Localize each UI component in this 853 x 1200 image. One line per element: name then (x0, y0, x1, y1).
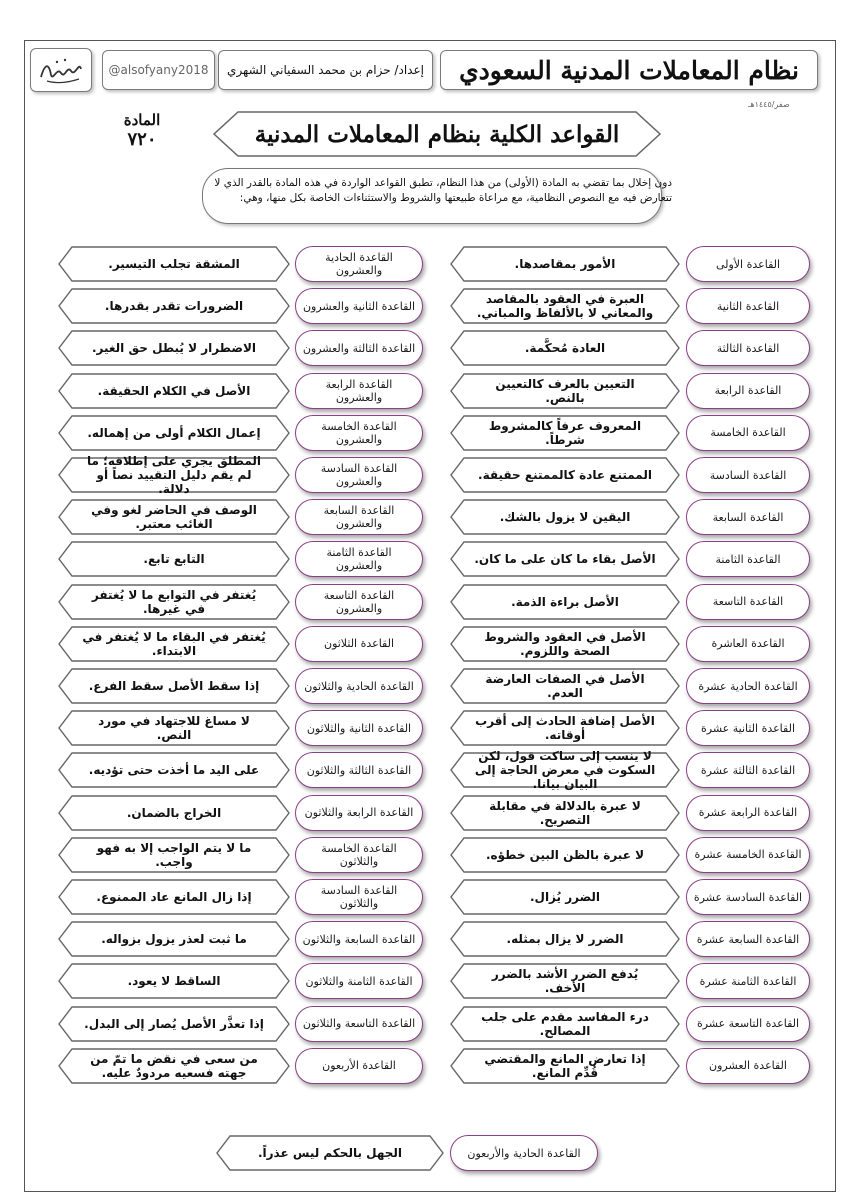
rule-box (58, 752, 290, 788)
rule-text: الأمور بمقاصدها. (514, 257, 616, 271)
rule-text: الساقط لا يعود. (127, 974, 221, 989)
social-handle (102, 50, 215, 90)
rule-text: الجهل بالحكم ليس عذراً. (257, 1146, 403, 1160)
signature-logo (30, 48, 92, 92)
rule-text: الأصل في الصفات العارضة العدم. (485, 672, 645, 700)
rule-box (450, 288, 680, 324)
rule-label: القاعدة التاسعة والعشرون (295, 584, 423, 620)
rule-label: القاعدة السابعة عشرة (686, 921, 810, 957)
rule-box (58, 373, 290, 409)
rule-label: القاعدة السادسة (686, 457, 810, 493)
rule-label: القاعدة السادسة والثلاثون (295, 879, 423, 915)
rule-label: القاعدة الثالثة عشرة (686, 752, 810, 788)
rule-text: الضرورات تقدر بقدرها. (104, 299, 244, 314)
rule-text: الأصل في العقود والشروط الصحة واللزوم. (484, 629, 646, 658)
article-number (92, 110, 192, 160)
rule-box (450, 584, 680, 620)
rule-label: القاعدة السابعة (686, 499, 810, 535)
rule-text: المشقة تجلب التيسير. (108, 257, 240, 271)
rule-box (58, 1006, 290, 1042)
rule-label: القاعدة الرابعة عشرة (686, 795, 810, 831)
rule-label: القاعدة الرابعة والعشرون (295, 373, 423, 409)
rule-label: القاعدة الحادية والعشرون (295, 246, 423, 282)
social-handle-text: @alsofyany2018 (108, 63, 209, 77)
rule-box (216, 1135, 444, 1171)
rule-text: العادة مُحكَّمة. (524, 341, 606, 356)
rule-text: لا عبرة بالدلالة في مقابلة التصريح. (489, 798, 641, 827)
rule-label: القاعدة الثامنة والثلاثون (295, 963, 423, 999)
rule-text: إعمال الكلام أولى من إهماله. (87, 425, 261, 440)
rule-box (450, 246, 680, 282)
rule-text: العبرة في العقود بالمقاصد والمعاني لا بالألفاظ والمباني. (476, 292, 654, 321)
rule-label: القاعدة العاشرة (686, 626, 810, 662)
rule-text: على اليد ما أخذت حتى تؤديه. (88, 763, 260, 778)
article-label: المادة (123, 111, 161, 129)
rule-label: القاعدة الخامسة عشرة (686, 837, 810, 873)
rule-label: القاعدة الثامنة (686, 541, 810, 577)
rule-box (450, 921, 680, 957)
rule-text: من سعى في نقض ما تمّ من جهته فسعيه مردودٌ عليه. (90, 1051, 258, 1080)
rule-box (58, 454, 290, 496)
rule-label: القاعدة السادسة عشرة (686, 879, 810, 915)
rule-text: لا عبرة بالظن البين خطؤه. (486, 847, 645, 862)
rule-text: المطلق يجري على إطلاقه؛ ما لم يقم دليل التقييد نصاً أو دلالة. (86, 454, 262, 496)
rule-label: القاعدة الثانية عشرة (686, 710, 810, 746)
intro-text: دون إخلال بما تقضي به المادة (الأولى) من هذا النظام، تطبق القواعد الواردة في هذه المادة بالقدر الذي لا تتعارض فيه مع النصوص النظامية، مع مراعاة طبيعتها والشروط والاستثناءات الخاصة بكل منها، وهي: (214, 177, 672, 204)
rule-box (58, 415, 290, 451)
rule-box (450, 795, 680, 831)
rule-label: القاعدة السادسة والعشرون (295, 457, 423, 493)
rule-box (58, 330, 290, 366)
rule-text: الأصل إضافة الحادث إلى أقرب أوقاته. (475, 714, 655, 743)
rule-box (450, 457, 680, 493)
document-title: نظام المعاملات المدنية السعودي (440, 50, 818, 90)
rule-label: القاعدة الثامنة عشرة (686, 963, 810, 999)
rule-label: القاعدة الخامسة (686, 415, 810, 451)
rule-label: القاعدة التاسعة والثلاثون (295, 1006, 423, 1042)
rule-label: القاعدة الخامسة والعشرون (295, 415, 423, 451)
rule-box (58, 668, 290, 704)
rule-box (58, 710, 290, 746)
section-banner (212, 110, 662, 158)
rule-box (58, 584, 290, 620)
rule-box (450, 837, 680, 873)
rule-label: القاعدة الحادية والثلاثون (295, 668, 423, 704)
rule-text: الضرر لا يزال بمثله. (506, 932, 624, 947)
rule-box (58, 246, 290, 282)
rule-text: الخراج بالضمان. (126, 805, 222, 820)
rule-box (58, 288, 290, 324)
rule-text: الأصل في الكلام الحقيقة. (97, 383, 251, 398)
rule-text: درء المفاسد مقدم على جلب المصالح. (481, 1009, 649, 1038)
rule-label: القاعدة الثالثة والثلاثون (295, 752, 423, 788)
rule-text: إذا تعارض المانع والمقتضي قُدِّم المانع. (484, 1051, 646, 1080)
rule-text: الوصف في الحاضر لغو وفي الغائب معتبر. (91, 503, 257, 532)
rule-text: المعروف عرفاً كالمشروط شرطاً. (488, 418, 642, 447)
rule-box (450, 749, 680, 792)
rule-text: الأصل براءة الذمة. (511, 594, 619, 609)
rule-label: القاعدة الحادية والأربعون (450, 1135, 598, 1171)
rule-box (58, 921, 290, 957)
rule-label: القاعدة الأربعون (295, 1048, 423, 1084)
rule-label: القاعدة الرابعة والثلاثون (295, 795, 423, 831)
rule-box (450, 1048, 680, 1084)
rule-text: يُغتفر في البقاء ما لا يُغتفر في الابتداء. (82, 629, 266, 658)
rule-box (450, 1006, 680, 1042)
rule-label: القاعدة التاسعة عشرة (686, 1006, 810, 1042)
rule-box (450, 330, 680, 366)
rule-text: الضرر يُزال. (529, 890, 601, 904)
rule-box (58, 541, 290, 577)
issue-date: صفر/١٤٤٥هـ (748, 100, 790, 109)
article-value: ٧٢٠ (127, 129, 157, 150)
rule-box (450, 710, 680, 746)
rule-text: ما لا يتم الواجب إلا به فهو واجب. (96, 840, 252, 869)
rule-box (450, 879, 680, 915)
rule-label: القاعدة الأولى (686, 246, 810, 282)
rule-label: القاعدة الرابعة (686, 373, 810, 409)
rule-box (58, 963, 290, 999)
rule-label: القاعدة الثانية والثلاثون (295, 710, 423, 746)
rule-box (58, 1048, 290, 1084)
rule-box (450, 626, 680, 662)
rule-label: القاعدة السابعة والثلاثون (295, 921, 423, 957)
calligraphy-logo-icon (35, 53, 87, 87)
rule-box (58, 795, 290, 831)
rule-label: القاعدة الخامسة والثلاثون (295, 837, 423, 873)
section-title: القواعد الكلية بنظام المعاملات المدنية (254, 120, 620, 148)
rule-label: القاعدة التاسعة (686, 584, 810, 620)
rule-text: لا ينسب إلى ساكت قول، لكن السكوت في معرض الحاجة إلى البيان بيانا. (474, 749, 656, 792)
rule-text: التعيين بالعرف كالتعيين بالنص. (495, 376, 635, 405)
rule-box (450, 373, 680, 409)
rule-box (58, 837, 290, 873)
rule-text: الاضطرار لا يُبطل حق الغير. (91, 341, 257, 356)
rule-box (450, 963, 680, 999)
rule-label: القاعدة الحادية عشرة (686, 668, 810, 704)
rule-label: القاعدة الثلاثون (295, 626, 423, 662)
rule-text: الأصل بقاء ما كان على ما كان. (474, 552, 656, 567)
rule-text: يُغتفر في التوابع ما لا يُغتفر في غيرها. (91, 587, 257, 616)
rule-box (58, 499, 290, 535)
rule-label: القاعدة العشرون (686, 1048, 810, 1084)
rule-text: إذا زال المانع عاد الممنوع. (96, 890, 252, 904)
rule-text: إذا تعذَّر الأصل يُصار إلى البدل. (84, 1016, 264, 1031)
rule-text: إذا سقط الأصل سقط الفرع. (88, 679, 260, 693)
rule-text: لا مساغ للاجتهاد في مورد النص. (98, 714, 250, 743)
rule-box (450, 415, 680, 451)
rule-text: التابع تابع. (143, 552, 205, 567)
rule-box (450, 499, 680, 535)
rule-text: يُدفع الضرر الأشد بالضرر الأخف. (491, 967, 639, 996)
rule-label: القاعدة الثالثة والعشرون (295, 330, 423, 366)
author-credit: إعداد/ حزام بن محمد السفياني الشهري (218, 50, 433, 90)
rule-label: القاعدة الثالثة (686, 330, 810, 366)
rule-label: القاعدة الثانية والعشرون (295, 288, 423, 324)
rule-text: الممتنع عادة كالممتنع حقيقة. (478, 468, 652, 482)
rule-label: القاعدة الثانية (686, 288, 810, 324)
rule-box (450, 668, 680, 704)
rule-text: ما ثبت لعذر يزول بزواله. (101, 932, 247, 947)
rule-box (450, 541, 680, 577)
rule-box (58, 626, 290, 662)
rule-text: اليقين لا يزول بالشك. (499, 510, 631, 525)
rule-box (58, 879, 290, 915)
rule-label: القاعدة السابعة والعشرون (295, 499, 423, 535)
rule-label: القاعدة الثامنة والعشرون (295, 541, 423, 577)
